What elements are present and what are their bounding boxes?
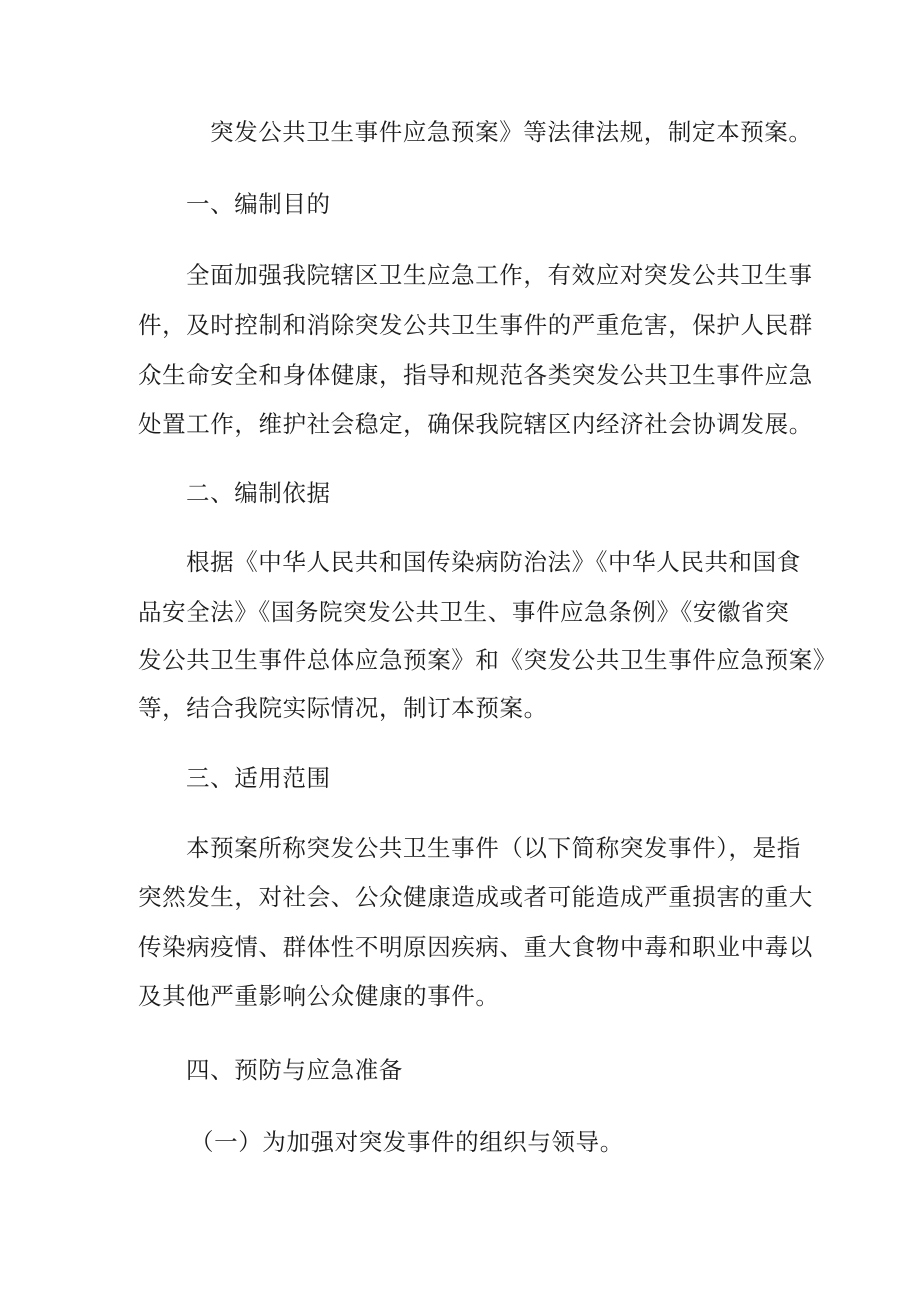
paragraph-line: 处置工作，维护社会稳定，确保我院辖区内经济社会协调发展。	[138, 410, 813, 438]
paragraph-line: 等，结合我院实际情况，制订本预案。	[138, 694, 548, 722]
paragraph-line: 发公共卫生事件总体应急预案》和《突发公共卫生事件应急预案》	[138, 646, 837, 674]
section-heading-scope: 三、适用范围	[186, 764, 331, 792]
subsection-heading: （一）为加强对突发事件的组织与领导。	[190, 1128, 624, 1156]
section-heading-purpose: 一、编制目的	[186, 190, 331, 218]
intro-tail-line: 突发公共卫生事件应急预案》等法律法规，制定本预案。	[210, 118, 813, 146]
paragraph-line: 传染病疫情、群体性不明原因疾病、重大食物中毒和职业中毒以	[138, 933, 813, 961]
paragraph-line: 品安全法》《国务院突发公共卫生、事件应急条例》《安徽省突	[138, 598, 790, 626]
paragraph-line: 及其他严重影响公众健康的事件。	[138, 982, 500, 1010]
paragraph-line: 众生命安全和身体健康，指导和规范各类突发公共卫生事件应急	[138, 361, 813, 389]
paragraph-line: 突然发生，对社会、公众健康造成或者可能造成严重损害的重大	[138, 883, 813, 911]
paragraph-line: 根据《中华人民共和国传染病防治法》《中华人民共和国食	[186, 548, 801, 576]
section-heading-prevention: 四、预防与应急准备	[186, 1056, 403, 1084]
paragraph-line: 本预案所称突发公共卫生事件（以下简称突发事件），是指	[186, 834, 801, 862]
section-heading-basis: 二、编制依据	[186, 479, 331, 507]
paragraph-line: 件，及时控制和消除突发公共卫生事件的严重危害，保护人民群	[138, 311, 813, 339]
paragraph-line: 全面加强我院辖区卫生应急工作，有效应对突发公共卫生事	[186, 261, 813, 289]
